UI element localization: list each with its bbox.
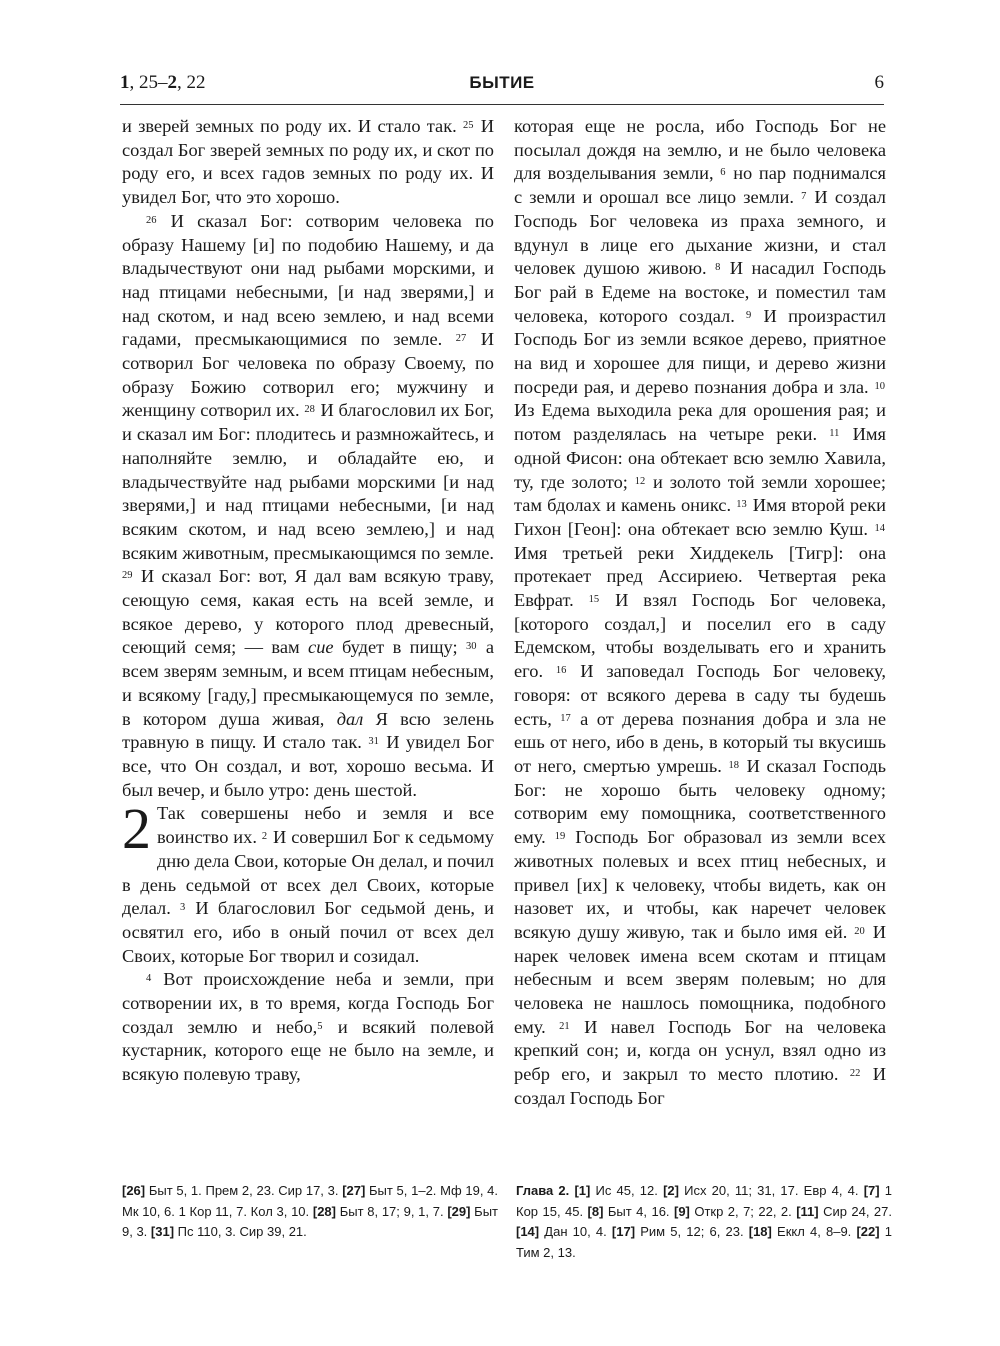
text-column-left — [122, 115, 494, 1087]
verse-number: 14 — [874, 522, 885, 534]
verse-number: 22 — [849, 1068, 861, 1080]
verse-number: 28 — [304, 404, 315, 416]
verse-number: 12 — [634, 475, 646, 487]
verse-number: 10 — [874, 380, 885, 392]
text-column-right — [514, 115, 886, 1111]
verse-number: 17 — [560, 712, 571, 724]
paragraph: и зверей земных по роду их. И стало так. $^{25}$ И создал Бог зверей земных по роду их, и скот по роду его, и всех гадов земных по роду их. И увидел Бог, что это хорошо. — [122, 116, 494, 208]
verse-number: 21 — [559, 1020, 570, 1032]
verse-number: 30 — [465, 641, 477, 653]
verse-number: 5 — [317, 1020, 323, 1032]
verse-number: 20 — [854, 925, 865, 937]
paragraph: $^4$ Вот происхождение неба и земли, при сотворении их, в то время, когда Господь Бог создал землю и небо,$^5$ и всякий полевой кустарник, которого еще не было на земле, и всякую полевую траву, — [122, 969, 495, 1085]
verse-number: 8 — [715, 262, 721, 274]
verse-number: 16 — [555, 665, 567, 677]
verse-number: 4 — [146, 973, 152, 985]
cross-references-left: [26] Быт 5, 1. Прем 2, 23. Сир 17, 3. [27] Быт 5, 1–2. Мф 19, 4. Мк 10, 6. 1 Кор 11, 7. Кол 3, 10. [28] Быт 8, 17; 9, 1, 7. [29] Быт 9, 3. [31] Пс 110, 3. Сир 39, 21. — [122, 1183, 498, 1239]
chapter-label: Глава 2. — [516, 1183, 570, 1198]
chapter-verse-range: 1, 25–2, 22 — [120, 72, 206, 93]
verse-number: 11 — [829, 428, 840, 440]
header-divider — [120, 104, 884, 105]
book-title: БЫТИЕ — [469, 73, 535, 92]
verse-number: 3 — [179, 902, 186, 914]
chapter-number-dropcap: 2 — [122, 796, 151, 862]
verse-number: 31 — [368, 736, 379, 748]
verse-number: 25 — [462, 120, 474, 131]
verse-number: 13 — [736, 499, 747, 511]
verse-number: 9 — [746, 309, 752, 321]
running-header — [120, 72, 884, 102]
paragraph: $^{26}$ И сказал Бог: сотворим человека по образу Нашему [и] по подобию Нашему, и да владычествуют они над рыбами морскими, и над птицами небесными, [и над зверями,] и над скотом, и над всею землею, и над всеми гадами, пресмыкающимися по земле. $^{27}$ И сотворил Бог человека по образу Своему, по образу Божию сотворил его; мужчину и женщину сотворил их. $^{28}$ И благословил их Бог, и сказал им Бог: плодитесь и размножайтесь, и наполняйте землю, и обладайте ею, и владычествуйте над рыбами морскими [и над зверями,] и над птицами небесными, [и над всяким скотом, и над всею землею,] и над всяким животным, пресмыкающимся по земле. $^{29}$ И сказал Бог: вот, Я дал вам всякую траву, сеющую семя, какая есть на всей земле, и всякое дерево, у которого плод древесный, сеющий семя; — вам сие будет в пищу; $^{30}$ а всем зверям земным, и всем птицам небесным, и всякому [гаду,] пресмыкающемуся по земле, в котором душа живая, дал Я всю зелень травную в пищу. И стало так. $^{31}$ И увидел Бог все, что Он создал, и вот, хорошо весьма. И был вечер, и было утро: день шестой. — [122, 210, 494, 800]
verse-number: 19 — [554, 831, 566, 843]
verse-number: 26 — [146, 214, 157, 226]
page-number: 6 — [874, 72, 884, 93]
cross-references-right: Глава 2. [1] Ис 45, 12. [2] Исх 20, 11; 31, 17. Евр 4, 4. [7] 1 Кор 15, 45. [8] Быт 4, 16. [9] Откр 2, 7; 22, 2. [11] Сир 24, 27. [14] Дан 10, 4. [17] Рим 5, 12; 6, 23. [18] Еккл 4, 8–9. [22] 1 Тим 2, 13. — [516, 1183, 892, 1260]
verse-number: 27 — [455, 333, 467, 345]
chapter-2-opening: 2 Так совершены небо и земля и все воинство их. $^2$ И совершил Бог к седьмому дню дела Свои, которые Он делал, и почил в день седьмой от всех дел Своих, которые делал. $^3$ И благословил Бог седьмой день, и освятил его, ибо в оный почил от всех дел Своих, которые Бог творил и созидал. — [122, 796, 495, 966]
paragraph: которая еще не росла, ибо Господь Бог не посылал дождя на землю, и не было человека для возделывания земли, $^6$ но пар поднимался с земли и орошал все лицо земли. $^7$ И создал Господь Бог человека из праха земного, и вдунул в лице его дыхание жизни, и стал человек душою живою. $^8$ И насадил Господь Бог рай в Едеме на востоке, и поместил там человека, которого создал. $^9$ И произрастил Господь Бог из земли всякое дерево, приятное на вид и хорошее для пищи, и дерево жизни посреди рая, и дерево познания добра и зла. $^{10}$ Из Едема выходила река для орошения рая; и потом разделялась на четыре реки. $^{11}$ Имя одной Фисон: она обтекает всю землю Хавила, ту, где золото; $^{12}$ и золото той земли хорошее; там бдолах и камень оникс. $^{13}$ Имя второй реки Гихон [Геон]: она обтекает всю землю Куш. $^{14}$ Имя третьей реки Хиддекель [Тигр]: она протекает пред Ассириею. Четвертая река Евфрат. $^{15}$ И взял Господь Бог человека, [которого создал,] и поселил его в саду Едемском, чтобы возделывать его и хранить его. $^{16}$ И заповедал Господь Бог человеку, говоря: от всякого дерева в саду ты будешь есть, $^{17}$ а от дерева познания добра и зла не ешь от него, ибо в день, в который ты вкусишь от него, смертью умрешь. $^{18}$ И сказал Господь Бог: не хорошо быть человеку одному; сотворим ему помощника, соответственного ему. $^{19}$ Господь Бог образовал из земли всех животных полевых и всех птиц небесных, и привел [их] к человеку, чтобы видеть, как он назовет их, и чтобы, как наречет человек всякую душу живую, так и было имя ей. $^{20}$ И нарек человек имена всем скотам и птицам небесным и всем зверям полевым; но для человека не нашлось помощника, подобного ему. $^{21}$ И навел Господь Бог на человека крепкий сон; и, когда он уснул, взял одно из ребр его, и закрыл то место плотию. $^{22}$ И создал Господь Бог — [514, 116, 886, 1108]
verse-number: 18 — [728, 759, 740, 771]
verse-number: 6 — [720, 167, 726, 179]
verse-number: 7 — [801, 191, 807, 203]
verse-number: 2 — [261, 831, 268, 843]
verse-number: 29 — [122, 570, 133, 582]
verse-number: 15 — [588, 594, 600, 606]
